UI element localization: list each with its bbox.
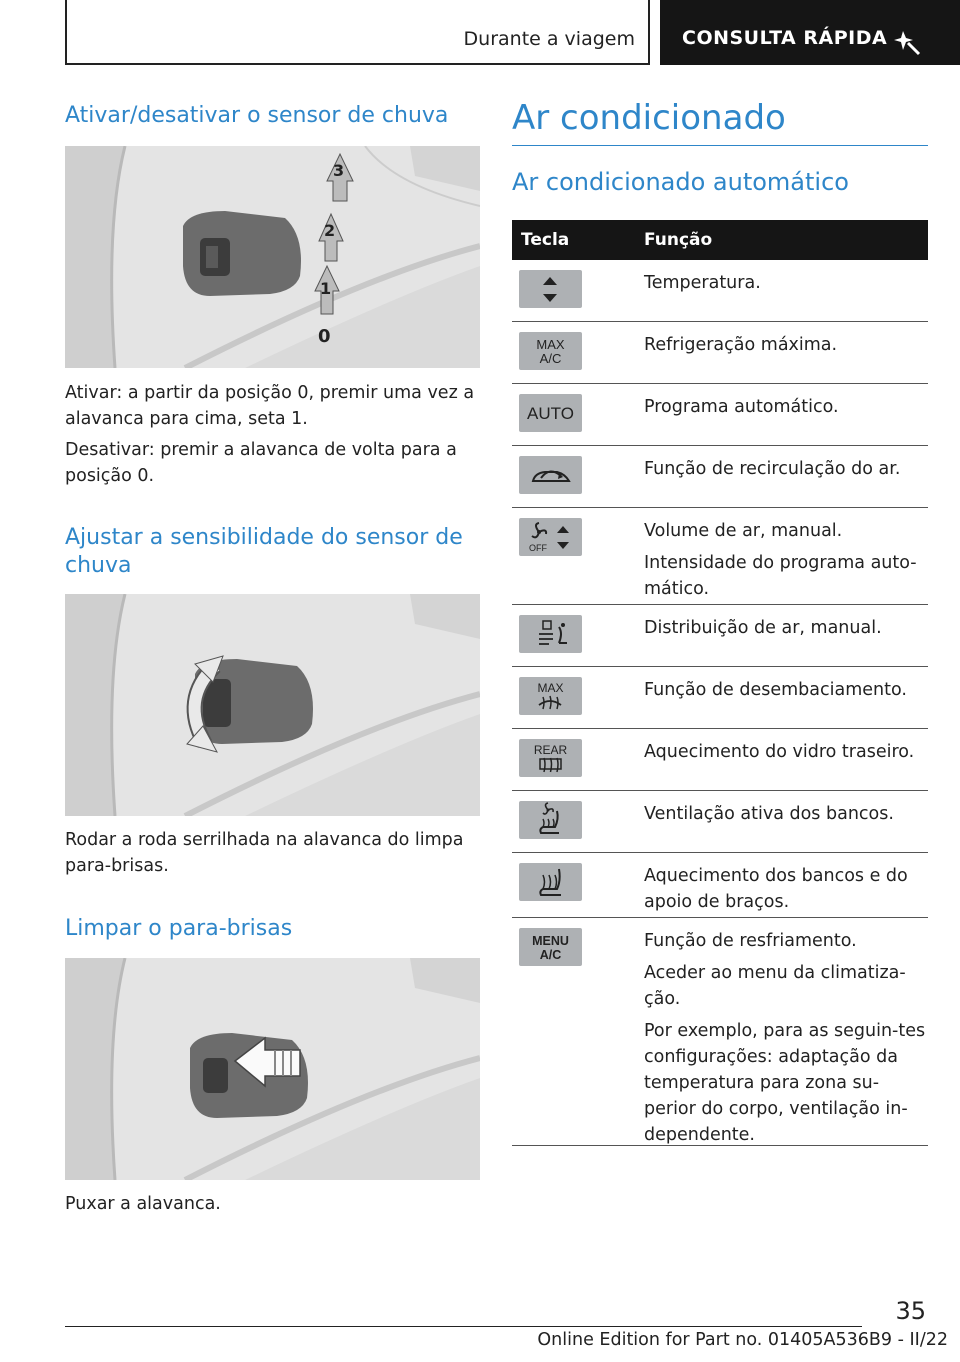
svg-text:A/C: A/C (539, 351, 562, 366)
position-label-3: 3 (333, 161, 345, 180)
max-defrost-icon (519, 677, 582, 715)
function-text: Distribuição de ar, manual. (644, 618, 882, 638)
function-text: Aquecimento dos bancos e do apoio de braços. (644, 866, 908, 912)
table-row (512, 260, 928, 322)
function-text: Por exemplo, para as seguin-tes configurações: adaptação da temperatura para zona su-perior do corpo, ventilação in-dependente. (644, 1021, 926, 1145)
seat-ventilation-icon (519, 801, 582, 839)
svg-text:OFF: OFF (529, 543, 547, 553)
position-label-0: 0 (318, 326, 331, 347)
table-row (512, 446, 928, 508)
position-label-2: 2 (324, 221, 336, 240)
svg-text:MENU: MENU (532, 934, 569, 948)
heading-clean-windshield: Limpar o para-brisas (65, 916, 293, 941)
function-text: Refrigeração máxima. (644, 335, 838, 355)
key-auto[interactable] (519, 394, 582, 432)
edition-info: Online Edition for Part no. 01405A536B9 - II/22 (537, 1330, 948, 1350)
heading-rain-sensor: Ativar/desativar o sensor de chuva (65, 103, 449, 128)
key-menu-ac[interactable] (519, 928, 582, 966)
function-text: Função de desembaciamento. (644, 680, 907, 700)
menu-ac-text-icon (519, 928, 582, 966)
key-air-distribution[interactable] (519, 615, 582, 653)
function-text: Função de resfriamento. (644, 931, 857, 951)
title-rule (512, 145, 928, 146)
function-text: Programa automático. (644, 397, 839, 417)
key-temperature[interactable] (519, 270, 582, 308)
table-row (512, 508, 928, 605)
function-text: Volume de ar, manual. (644, 521, 843, 541)
svg-text:A/C: A/C (539, 948, 562, 962)
function-text: Função de recirculação do ar. (644, 459, 901, 479)
svg-text:REAR: REAR (533, 743, 568, 757)
table-row (512, 918, 928, 1146)
quick-reference-tab[interactable] (660, 0, 960, 65)
footer-rule (65, 1326, 862, 1327)
auto-text-icon (519, 394, 582, 432)
key-max-defrost[interactable] (519, 677, 582, 715)
function-text: Temperatura. (644, 273, 761, 293)
key-rear-defrost[interactable] (519, 739, 582, 777)
up-down-arrows-icon (519, 270, 582, 308)
header-right-border (648, 0, 650, 65)
position-label-1: 1 (320, 279, 332, 298)
table-row (512, 853, 928, 918)
section-title: Durante a viagem (463, 28, 635, 50)
car-recirculation-icon (519, 456, 582, 494)
star-pointer-icon (894, 26, 924, 56)
function-text: Ventilação ativa dos bancos. (644, 804, 894, 824)
key-max-ac[interactable] (519, 332, 582, 370)
key-seat-ventilation[interactable] (519, 801, 582, 839)
subtitle: Ar condicionado automático (512, 168, 849, 196)
key-fan-volume[interactable] (519, 518, 582, 556)
header-left-border (65, 0, 67, 65)
table-row (512, 667, 928, 729)
table-row (512, 791, 928, 853)
page-title: Ar condicionado (512, 98, 786, 138)
table-row (512, 605, 928, 667)
col-header-function: Função (644, 230, 713, 250)
photo-lever-positions (65, 146, 480, 368)
photo-knurled-wheel (65, 594, 480, 816)
quick-reference-label: CONSULTA RÁPIDA (682, 27, 888, 49)
function-text: Aquecimento do vidro traseiro. (644, 742, 915, 762)
text-pull-lever: Puxar a alavanca. (65, 1194, 221, 1214)
col-header-key: Tecla (521, 230, 570, 250)
table-header (512, 220, 928, 260)
key-seat-heating[interactable] (519, 863, 582, 901)
table-row (512, 322, 928, 384)
svg-text:MAX: MAX (536, 337, 565, 352)
photo-pull-lever (65, 958, 480, 1180)
rear-defrost-icon (519, 739, 582, 777)
svg-text:MAX: MAX (537, 681, 564, 695)
function-text: Intensidade do programa auto-mático. (644, 553, 917, 599)
controls-table (512, 220, 928, 1146)
max-ac-text-icon (519, 332, 582, 370)
text-activate: Ativar: a partir da posição 0, premir uma vez a alavanca para cima, seta 1. (65, 383, 475, 429)
page-number: 35 (895, 1297, 926, 1325)
table-row (512, 384, 928, 446)
svg-text:AUTO: AUTO (527, 404, 574, 423)
function-text: Aceder ao menu da climatiza-ção. (644, 963, 906, 1009)
table-row (512, 729, 928, 791)
text-rotate-wheel: Rodar a roda serrilhada na alavanca do limpa para-brisas. (65, 830, 464, 876)
seat-heating-icon (519, 863, 582, 901)
heading-sensitivity: Ajustar a sensibilidade do sensor de chuva (65, 525, 463, 578)
key-recirculation[interactable] (519, 456, 582, 494)
text-deactivate: Desativar: premir a alavanca de volta para a posição 0. (65, 440, 457, 486)
air-distribution-icon (519, 615, 582, 653)
header-underline (65, 63, 650, 65)
fan-off-arrows-icon (519, 518, 582, 556)
